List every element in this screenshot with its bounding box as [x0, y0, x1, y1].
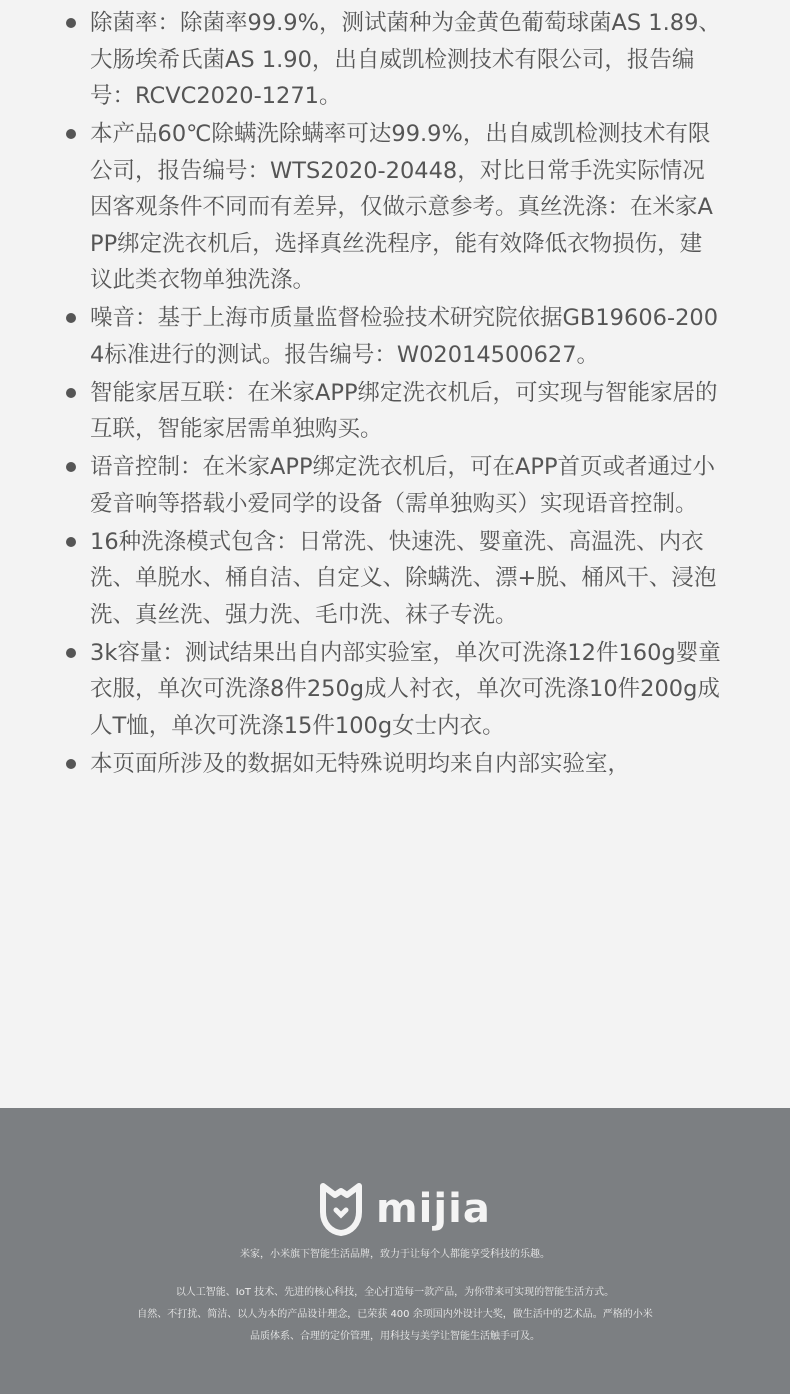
disclaimer-item [0, 116, 790, 299]
disclaimer-item [0, 375, 790, 448]
disclaimer-item [0, 5, 790, 115]
disclaimer-text: 本页面所涉及的数据如无特殊说明均来自内部实验室， [90, 750, 631, 777]
disclaimer-item [0, 746, 790, 783]
disclaimer-text: 本产品60℃除螨洗除螨率可达99.9%，出自威凯检测技术有限公司，报告编号：WTS2020-20448，对比日常手洗实际情况因客观条件不同而有差异，仅做示意参考。真丝洗涤：在米家APP绑定洗衣机后，选择真丝洗程序，能有效降低衣物损伤，建议此类衣物单独洗涤。 [90, 121, 713, 293]
disclaimer-text: 语音控制：在米家APP绑定洗衣机后，可在APP首页或者通过小爱音响等搭载小爱同学的设备（需单独购买）实现语音控制。 [90, 454, 716, 517]
disclaimer-item [0, 449, 790, 522]
mijia-rabbit-logo-icon [318, 1182, 364, 1236]
disclaimer-item [0, 524, 790, 634]
bullet-dot-icon [66, 18, 76, 28]
brand-description-line: 以人工智能、IoT 技术、先进的核心科技，全心打造每一款产品，为你带来可实现的智能生活方式。 [175, 1287, 615, 1298]
brand-footer [0, 1108, 790, 1394]
disclaimer-text: 16种洗涤模式包含：日常洗、快速洗、婴童洗、高温洗、内衣洗、单脱水、桶自洁、自定义、除螨洗、漂+脱、桶风干、浸泡洗、真丝洗、强力洗、毛巾洗、袜子专洗。 [90, 528, 717, 628]
brand-description-line: 品质体系、合理的定价管理，用科技与美学让智能生活触手可及。 [250, 1331, 540, 1342]
bullet-dot-icon [66, 759, 76, 769]
disclaimer-text: 3k容量：测试结果出自内部实验室，单次可洗涤12件160g婴童衣服，单次可洗涤8件250g成人衬衣，单次可洗涤10件200g成人T恤，单次可洗涤15件100g女士内衣。 [90, 639, 721, 739]
bullet-dot-icon [66, 388, 76, 398]
logo-wordmark: mijia [376, 1186, 491, 1232]
bullet-dot-icon [66, 313, 76, 323]
disclaimer-text: 除菌率：除菌率99.9%，测试菌种为金黄色葡萄球菌AS 1.89、大肠埃希氏菌AS 1.90，出自威凯检测技术有限公司，报告编号：RCVC2020-1271。 [90, 10, 721, 109]
bullet-dot-icon [66, 462, 76, 472]
disclaimer-item [0, 635, 790, 745]
brand-description-line: 自然、不打扰、简洁、以人为本的产品设计理念，已荣获 400 余项国内外设计大奖，做生活中的艺术品。严格的小米 [137, 1309, 653, 1320]
bullet-dot-icon [66, 537, 76, 547]
bullet-dot-icon [66, 648, 76, 658]
disclaimer-text: 噪音：基于上海市质量监督检验技术研究院依据GB19606-2004标准进行的测试。报告编号：W02014500627。 [90, 305, 719, 368]
brand-tagline: 米家，小米旗下智能生活品牌，致力于让每个人都能享受科技的乐趣。 [240, 1249, 550, 1260]
disclaimer-item [0, 300, 790, 373]
mijia-logo [318, 1176, 498, 1242]
disclaimer-text: 智能家居互联：在米家APP绑定洗衣机后，可实现与智能家居的互联，智能家居需单独购买。 [90, 379, 718, 442]
bullet-dot-icon [66, 129, 76, 139]
